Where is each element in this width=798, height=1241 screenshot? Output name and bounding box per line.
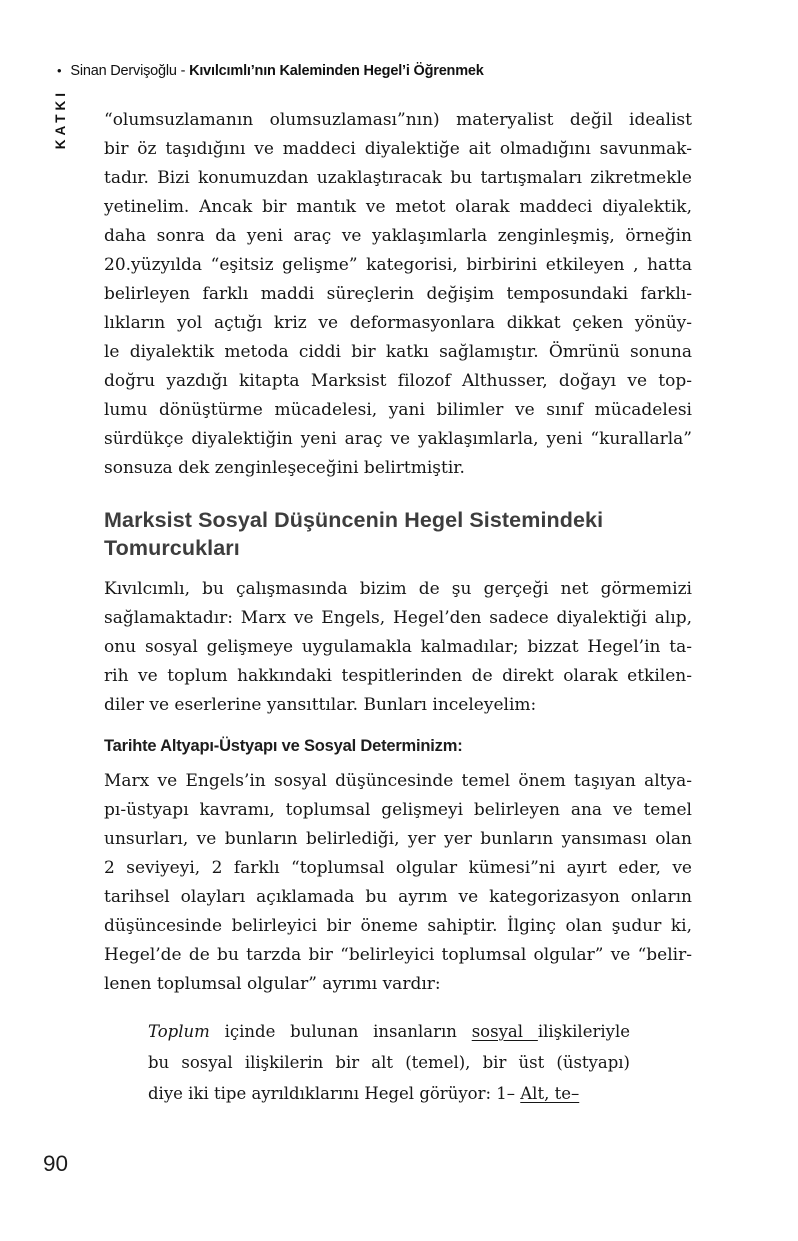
text-line: “olumsuzlamanın olumsuzlaması”nın) materyalist değil idealist (104, 110, 692, 130)
page-number: 90 (43, 1151, 69, 1176)
text-line: sürdükçe diyalektiğin yeni araç ve yaklaşımlarla, yeni “kurallarla” (104, 429, 692, 449)
running-header (57, 63, 484, 79)
paragraph (104, 106, 692, 483)
text-line: doğru yazdığı kitapta Marksist filozof Althusser, doğayı ve top- (104, 371, 692, 391)
section-spine-label: KATKI (53, 89, 68, 150)
section-heading (104, 506, 692, 562)
paragraph (104, 575, 692, 720)
text-line: Marksist Sosyal Düşüncenin Hegel Sistemindeki (104, 508, 604, 532)
text-line: Tomurcukları (104, 536, 240, 560)
underlined-text: Alt, te– (520, 1084, 580, 1103)
text-line: bir öz taşıdığını ve maddeci diyalektiğe ait olmadığını savunmak- (104, 139, 692, 159)
bullet-icon: • (57, 62, 62, 78)
block-quote (148, 1016, 630, 1109)
text-line: sonsuza dek zenginleşeceğini belirtmiştir. (104, 458, 465, 478)
text-line: lumu dönüştürme mücadelesi, yani bilimler ve sınıf mücadelesi (104, 400, 692, 420)
text-line (148, 1016, 630, 1047)
text-line: yetinelim. Ancak bir mantık ve metot olarak maddeci diyalektik, (104, 197, 692, 217)
text-line: tarihsel olayları açıklamada bu ayrım ve kategorizasyon onların (104, 887, 692, 907)
text-line: lenen toplumsal olgular” ayrımı vardır: (104, 974, 441, 994)
text-line: lıkların yol açtığı kriz ve deformasyonlara dikkat çeken yönüy- (104, 313, 692, 333)
sub-heading: Tarihte Altyapı-Üstyapı ve Sosyal Determinizm: (104, 737, 463, 755)
text-line: Kıvılcımlı, bu çalışmasında bizim de şu gerçeği net görmemizi (104, 579, 692, 599)
text-line: belirleyen farklı maddi süreçlerin değişim temposundaki farklı- (104, 284, 692, 304)
text-line: Marx ve Engels’in sosyal düşüncesinde temel önem taşıyan altya- (104, 771, 692, 791)
header-author: Sinan Dervişoğlu - (70, 63, 190, 79)
paragraph (104, 767, 692, 999)
text-line: rih ve toplum hakkındaki tespitlerinden de direkt olarak etkilen- (104, 666, 692, 686)
text-line: unsurları, ve bunların belirlediği, yer yer bunların yansıması olan (104, 829, 692, 849)
text-line: düşüncesinde belirleyici bir öneme sahiptir. İlginç olan şudur ki, (104, 916, 692, 936)
text-line: diler ve eserlerine yansıttılar. Bunları inceleyelim: (104, 695, 537, 715)
header-text (70, 63, 483, 79)
text-line: 2 seviyeyi, 2 farklı “toplumsal olgular kümesi”ni ayırt eder, ve (104, 858, 692, 878)
text-line: daha sonra da yeni araç ve yaklaşımlarla zenginleşmiş, örneğin (104, 226, 692, 246)
text-line: bu sosyal ilişkilerin bir alt (temel), bir üst (üstyapı) (148, 1053, 630, 1072)
text-segment: diye iki tipe ayrıldıklarını Hegel görüyor: 1– (148, 1084, 521, 1103)
text-line (148, 1078, 630, 1109)
text-line: tadır. Bizi konumuzdan uzaklaştıracak bu tartışmaları zikretmekle (104, 168, 692, 188)
text-column (104, 106, 692, 1109)
text-line: sağlamaktadır: Marx ve Engels, Hegel’den sadece diyalektiği alıp, (104, 608, 692, 628)
header-chapter-title: Kıvılcımlı’nın Kaleminden Hegel’i Öğrenmek (189, 63, 484, 79)
underlined-text: sosyal (471, 1022, 538, 1041)
text-line: Hegel’de de bu tarzda bir “belirleyici toplumsal olgular” ve “belir- (104, 945, 692, 965)
text-segment: içinde bulunan insanların (209, 1022, 472, 1041)
text-line: pı-üstyapı kavramı, toplumsal gelişmeyi belirleyen ana ve temel (104, 800, 692, 820)
text-line: onu sosyal gelişmeye uygulamakla kalmadılar; bizzat Hegel’in ta- (104, 637, 692, 657)
italic-text: Toplum (148, 1022, 210, 1041)
text-segment: ilişkileriyle (537, 1022, 630, 1041)
text-line: 20.yüzyılda “eşitsiz gelişme” kategorisi, birbirini etkileyen , hatta (104, 255, 692, 275)
text-line: le diyalektik metoda ciddi bir katkı sağlamıştır. Ömrünü sonuna (104, 342, 692, 362)
